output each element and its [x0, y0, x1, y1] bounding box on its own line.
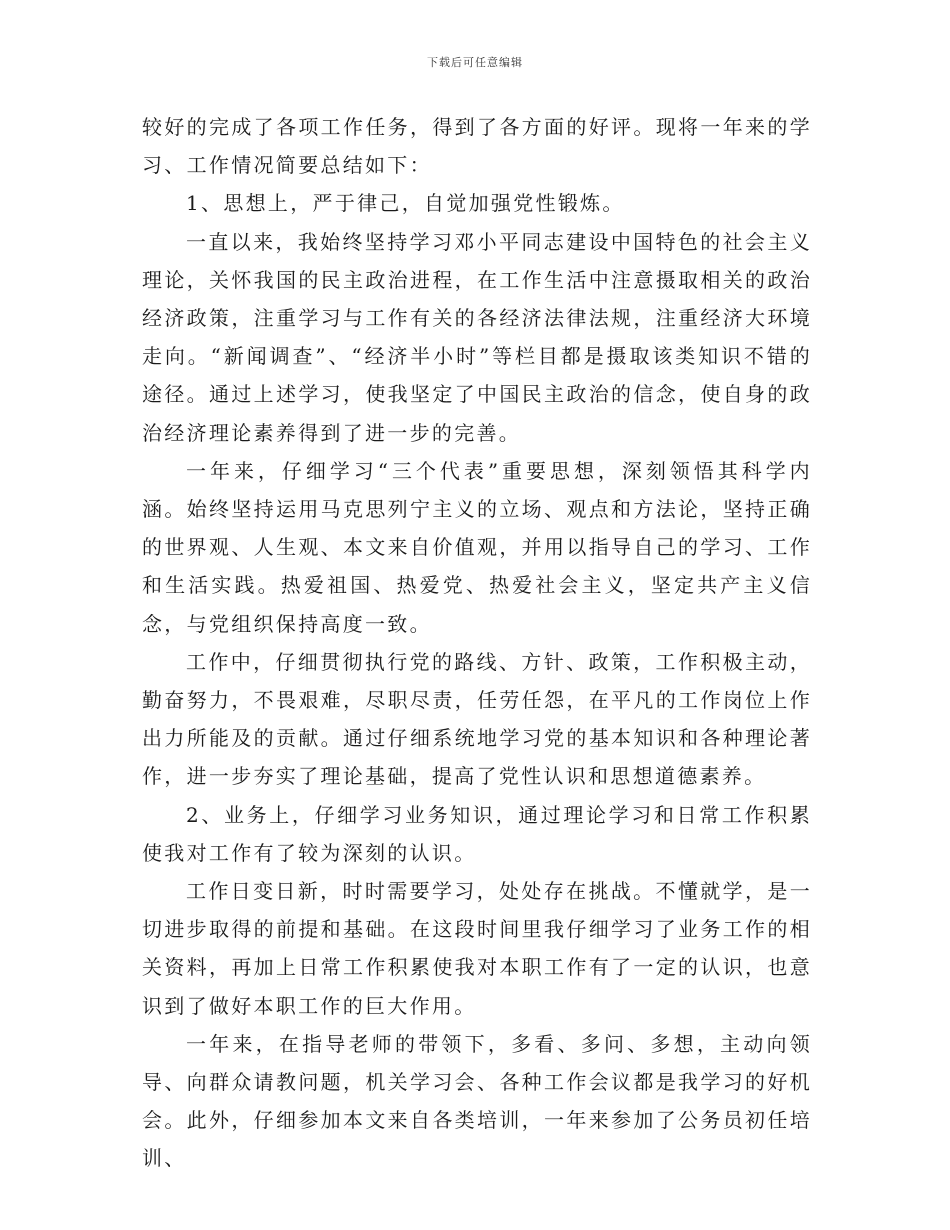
paragraph-2: 1、思想上，严于律己，自觉加强党性锻炼。 [186, 191, 625, 216]
paragraph-1: 较好的完成了各项工作任务，得到了各方面的好评。现将一年来的学习、工作情况简要总结如下： [142, 115, 812, 178]
paragraph-3: 一直以来，我始终坚持学习邓小平同志建设中国特色的社会主义理论，关怀我国的民主政治进程，在工作生活中注意摄取相关的政治经济政策，注重学习与工作有关的各经济法律法规，注重经济大环境走向。“新闻调查”、“经济半小时”等栏目都是摄取该类知识不错的途径。通过上述学习，使我坚定了中国民主政治的信念，使自身的政治经济理论素养得到了进一步的完善。 [142, 229, 812, 445]
paragraph-6: 2、业务上，仔细学习业务知识，通过理论学习和日常工作积累使我对工作有了较为深刻的认识。 [142, 802, 812, 865]
paragraph-4: 一年来，仔细学习“三个代表”重要思想，深刻领悟其科学内涵。始终坚持运用马克思列宁主义的立场、观点和方法论，坚持正确的世界观、人生观、本文来自价值观，并用以指导自己的学习、工作和生活实践。热爱祖国、热爱党、热爱社会主义，坚定共产主义信念，与党组织保持高度一致。 [142, 458, 812, 636]
paragraph-7: 工作日变日新，时时需要学习，处处存在挑战。不懂就学，是一切进步取得的前提和基础。在这段时间里我仔细学习了业务工作的相关资料，再加上日常工作积累使我对本职工作有了一定的认识，也意识到了做好本职工作的巨大作用。 [142, 879, 812, 1018]
paragraph-5: 工作中，仔细贯彻执行党的路线、方针、政策，工作积极主动，勤奋努力，不畏艰难，尽职尽责，任劳任怨，在平凡的工作岗位上作出力所能及的贡献。通过仔细系统地学习党的基本知识和各种理论著作，进一步夯实了理论基础，提高了党性认识和思想道德素养。 [142, 649, 812, 789]
document-body [142, 108, 812, 1178]
page-header-note: 下载后可任意编辑 [427, 56, 523, 69]
paragraph-8: 一年来，在指导老师的带领下，多看、多问、多想，主动向领导、向群众请教问题，机关学习会、各种工作会议都是我学习的好机会。此外，仔细参加本文来自各类培训，一年来参加了公务员初任培训、 [142, 1031, 812, 1171]
